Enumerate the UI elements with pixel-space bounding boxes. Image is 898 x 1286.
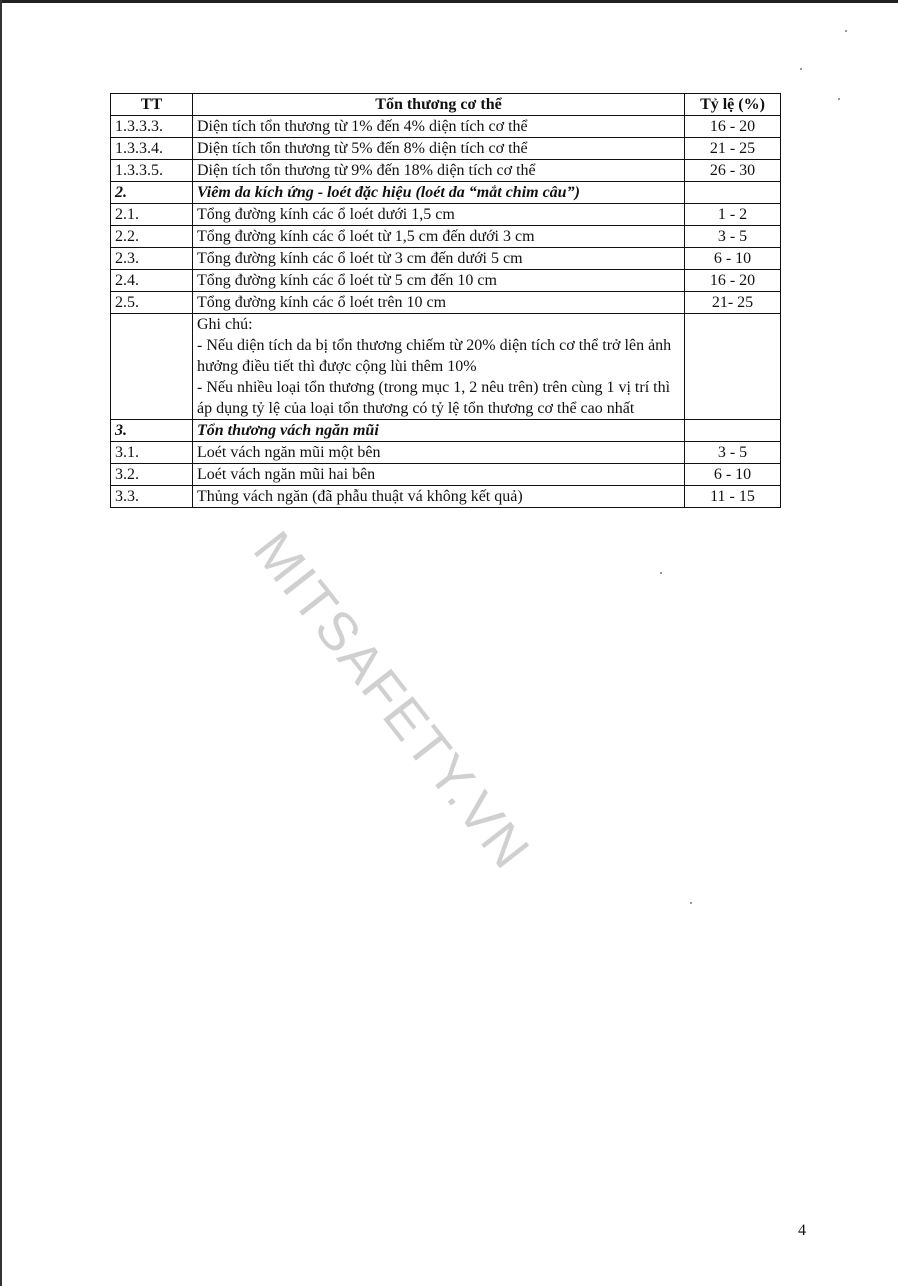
table-row [111,226,781,248]
row-content: Thủng vách ngăn (đã phẫu thuật vá không kết quả) [193,486,685,508]
row-rate: 16 - 20 [685,116,781,138]
table-row [111,442,781,464]
row-content: Diện tích tổn thương từ 5% đến 8% diện tích cơ thể [193,138,685,160]
row-tt: 2.4. [111,270,193,292]
row-tt: 3.1. [111,442,193,464]
scan-speck [800,68,802,70]
table-row [111,160,781,182]
table-row [111,248,781,270]
scan-speck [845,30,847,32]
header-rate: Tỷ lệ (%) [685,94,781,116]
row-content: Tổng đường kính các ổ loét dưới 1,5 cm [193,204,685,226]
note-cell [193,314,685,420]
row-tt: 2.3. [111,248,193,270]
row-content: Loét vách ngăn mũi hai bên [193,464,685,486]
table-row [111,486,781,508]
page-number: 4 [798,1222,806,1239]
row-content: Tổng đường kính các ổ loét từ 3 cm đến dưới 5 cm [193,248,685,270]
row-rate: 6 - 10 [685,464,781,486]
header-tt: TT [111,94,193,116]
row-content: Diện tích tổn thương từ 9% đến 18% diện tích cơ thể [193,160,685,182]
row-content: Tổng đường kính các ổ loét trên 10 cm [193,292,685,314]
section-title: Viêm da kích ứng - loét đặc hiệu (loét da “mắt chim câu”) [193,182,685,204]
section-tt: 2. [111,182,193,204]
section-rate [685,420,781,442]
table-row [111,116,781,138]
row-tt: 2.2. [111,226,193,248]
row-content: Diện tích tổn thương từ 1% đến 4% diện tích cơ thể [193,116,685,138]
row-rate: 6 - 10 [685,248,781,270]
header-content: Tổn thương cơ thể [193,94,685,116]
scan-speck [838,98,840,100]
row-tt: 2.1. [111,204,193,226]
row-tt: 1.3.3.4. [111,138,193,160]
scan-speck [690,902,692,904]
table-row [111,138,781,160]
watermark-text: MITSAFETY.VN [241,520,542,881]
section-row [111,182,781,204]
row-tt: 1.3.3.5. [111,160,193,182]
note-row [111,314,781,420]
section-row [111,420,781,442]
note-line-2: - Nếu nhiều loại tổn thương (trong mục 1, 2 nêu trên) trên cùng 1 vị trí thì áp dụng tỷ lệ của loại tổn thương có tỷ lệ tổn thương cơ thể cao nhất [197,379,671,417]
note-line-1: - Nếu diện tích da bị tổn thương chiếm từ 20% diện tích cơ thể trở lên ảnh hưởng điều tiết thì được cộng lùi thêm 10% [197,337,672,375]
row-rate: 21 - 25 [685,138,781,160]
section-tt: 3. [111,420,193,442]
table-row [111,270,781,292]
scan-speck [660,572,662,574]
row-content: Loét vách ngăn mũi một bên [193,442,685,464]
page-edge-top [0,0,898,3]
row-tt: 3.2. [111,464,193,486]
row-rate: 3 - 5 [685,226,781,248]
row-tt: 2.5. [111,292,193,314]
table-row [111,292,781,314]
row-content: Tổng đường kính các ổ loét từ 5 cm đến 10 cm [193,270,685,292]
row-rate: 16 - 20 [685,270,781,292]
section-title: Tổn thương vách ngăn mũi [193,420,685,442]
row-rate: 11 - 15 [685,486,781,508]
section-rate [685,182,781,204]
note-tt-empty [111,314,193,420]
page-edge-left [0,0,2,1286]
row-tt: 3.3. [111,486,193,508]
row-rate: 3 - 5 [685,442,781,464]
row-rate: 1 - 2 [685,204,781,226]
row-content: Tổng đường kính các ổ loét từ 1,5 cm đến dưới 3 cm [193,226,685,248]
note-title: Ghi chú: [197,316,253,333]
table-row [111,204,781,226]
table-header-row [111,94,781,116]
injury-rate-table [110,93,781,508]
row-rate: 26 - 30 [685,160,781,182]
row-rate: 21- 25 [685,292,781,314]
row-tt: 1.3.3.3. [111,116,193,138]
table-row [111,464,781,486]
note-rate-empty [685,314,781,420]
